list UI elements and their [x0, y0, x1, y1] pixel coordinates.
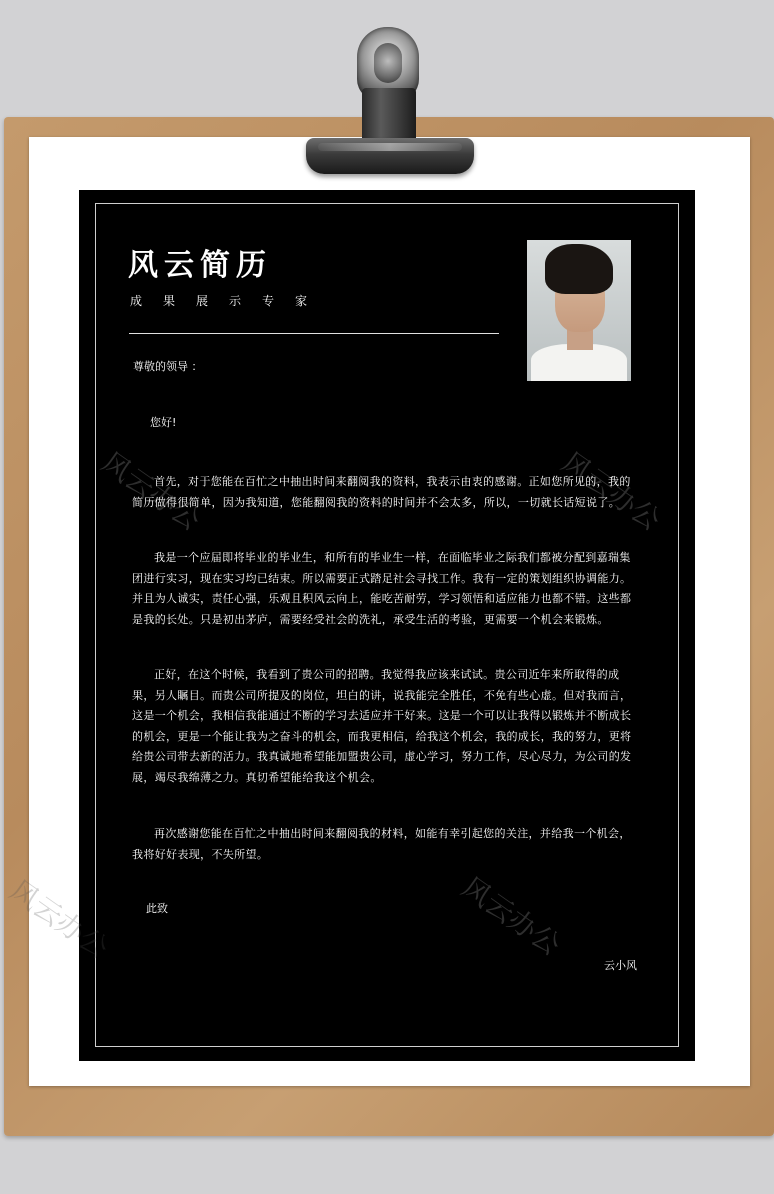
letter-paragraph-4: 再次感谢您能在百忙之中抽出时间来翻阅我的材料，如能有幸引起您的关注，并给我一个机会，我将好好表现，不失所望。: [132, 827, 631, 861]
title-divider: [129, 333, 499, 334]
letter-paragraph-1: 首先，对于您能在百忙之中抽出时间来翻阅我的资料，我表示由衷的感谢。正如您所见的，我的简历做得很简单，因为我知道，您能翻阅我的资料的时间并不会太多，所以，一切就长话短说了。: [132, 475, 631, 509]
resume-title: 风云简历: [128, 248, 272, 283]
letter-signature: 云小风: [604, 959, 637, 972]
resume-subtitle: 成果展示专家: [130, 294, 329, 308]
letter-greeting: 您好!: [150, 416, 177, 429]
letter-salutation: 尊敬的领导 ：: [133, 360, 203, 373]
binder-clip-body: [362, 88, 416, 144]
binder-clip-hole: [374, 43, 402, 83]
letter-paragraph-2: 我是一个应届即将毕业的毕业生，和所有的毕业生一样，在面临毕业之际我们都被分配到嘉瑞集团进行实习，现在实习均已结束。所以需要正式踏足社会寻找工作。我有一定的策划组织协调能力。并且为人诚实，责任心强，乐观且积风云向上，能吃苦耐劳，学习领悟和适应能力也都不错。这些都是我的长处。只是初出茅庐，需要经受社会的洗礼，承受生活的考验，更需要一个机会来锻炼。: [132, 551, 632, 626]
binder-clip-shine: [318, 143, 462, 151]
photo-hair: [545, 244, 613, 294]
letter-closing: 此致: [146, 902, 168, 915]
profile-photo: [527, 240, 631, 381]
watermark: 风云办公: [3, 873, 115, 965]
letter-paragraph-3: 正好，在这个时候，我看到了贵公司的招聘。我觉得我应该来试试。贵公司近年来所取得的成果，另人瞩目。而贵公司所提及的岗位，坦白的讲，说我能完全胜任，不免有些心虚。但对我而言，这是一个机会，我相信我能通过不断的学习去适应并干好来。这是一个可以让我得以锻炼并不断成长的机会，更是一个能让我为之奋斗的机会，而我更相信，给我这个机会，我的成长，我的努力，更将给贵公司带去新的活力。我真诚地希望能加盟贵公司，虚心学习，努力工作，尽心尽力，为公司的发展，竭尽我绵薄之力。真切希望能给我这个机会。: [132, 668, 632, 784]
